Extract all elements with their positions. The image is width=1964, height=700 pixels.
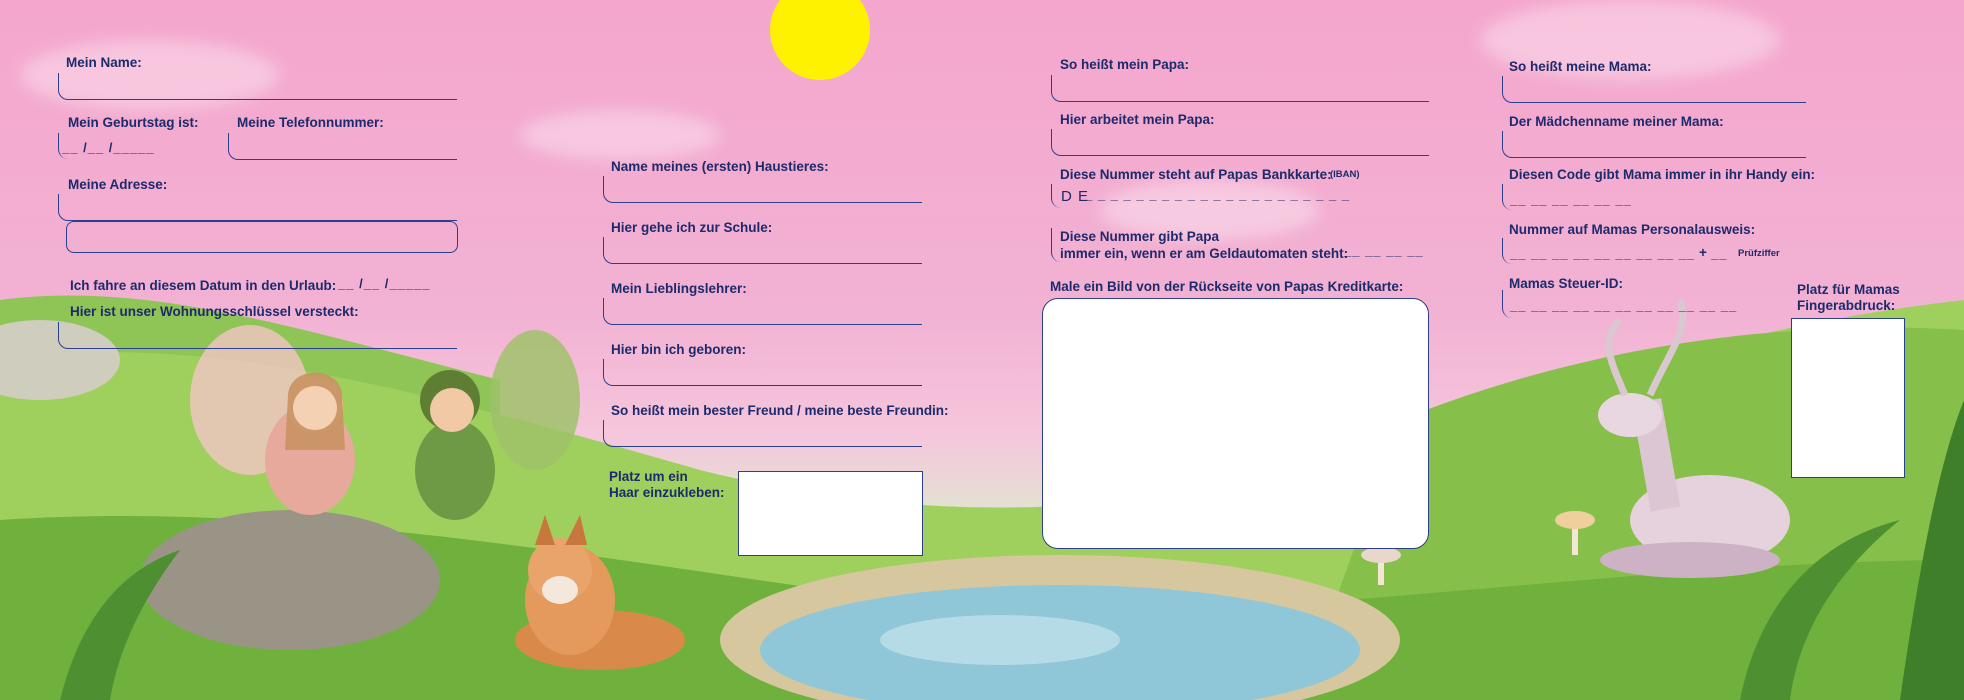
key-field[interactable] xyxy=(58,322,457,349)
fingerprint-label-line-1: Platz für Mamas xyxy=(1797,282,1900,297)
check-label: Prüfziffer xyxy=(1738,248,1780,259)
iban-tag: (IBAN) xyxy=(1330,169,1360,180)
pin-field-bracket xyxy=(1051,228,1064,262)
phone-label: Meine Telefonnummer: xyxy=(237,115,384,130)
birthday-slots: __ /__ /_____ xyxy=(62,140,155,155)
friend-field[interactable] xyxy=(603,420,922,447)
mama-name-field[interactable] xyxy=(1502,76,1806,103)
pin-label-line-1: Diese Nummer gibt Papa xyxy=(1060,229,1220,244)
hair-box[interactable] xyxy=(738,471,923,556)
iban-slots: _ _ _ _ _ _ _ _ _ _ _ _ _ _ _ _ _ _ _ _ _ xyxy=(1085,187,1351,202)
friend-label: So heißt mein bester Freund / meine beste Freundin: xyxy=(611,403,949,418)
birthplace-field[interactable] xyxy=(603,359,922,386)
papa-work-label: Hier arbeitet mein Papa: xyxy=(1060,112,1215,127)
id-slots: __ __ __ __ __ __ __ __ __ xyxy=(1510,246,1696,261)
school-field[interactable] xyxy=(603,237,922,264)
check-slot[interactable]: __ xyxy=(1711,246,1728,261)
key-label: Hier ist unser Wohnungsschlüssel versteckt: xyxy=(70,304,359,319)
school-label: Hier gehe ich zur Schule: xyxy=(611,220,773,235)
maiden-field[interactable] xyxy=(1502,131,1806,158)
id-plus: + xyxy=(1699,245,1707,260)
birthplace-label: Hier bin ich geboren: xyxy=(611,342,747,357)
maiden-label: Der Mädchenname meiner Mama: xyxy=(1509,114,1724,129)
sun-icon xyxy=(770,0,870,80)
hair-label-line-1: Platz um ein xyxy=(609,469,688,484)
id-label: Nummer auf Mamas Personalausweis: xyxy=(1509,222,1756,237)
mama-name-label: So heißt meine Mama: xyxy=(1509,59,1652,74)
fingerprint-label-line-2: Fingerabdruck: xyxy=(1797,298,1896,313)
pet-label: Name meines (ersten) Haustieres: xyxy=(611,159,829,174)
hair-label-line-2: Haar einzukleben: xyxy=(609,485,725,500)
tax-slots: __ __ __ __ __ __ __ __ __ __ __ xyxy=(1510,298,1738,313)
bank-label: Diese Nummer steht auf Papas Bankkarte: xyxy=(1060,167,1332,182)
card-label: Male ein Bild von der Rückseite von Papas Kreditkarte: xyxy=(1050,279,1404,294)
pin-slots[interactable]: __ __ __ __ xyxy=(1344,243,1424,258)
code-label: Diesen Code gibt Mama immer in ihr Handy ein: xyxy=(1509,167,1816,182)
name-field[interactable] xyxy=(58,73,457,100)
teacher-field[interactable] xyxy=(603,298,922,325)
papa-name-field[interactable] xyxy=(1051,75,1429,102)
tax-label: Mamas Steuer-ID: xyxy=(1509,276,1624,291)
papa-work-field[interactable] xyxy=(1051,129,1429,156)
code-slots: __ __ __ __ __ __ xyxy=(1510,192,1632,207)
name-label: Mein Name: xyxy=(66,55,142,70)
phone-field[interactable] xyxy=(228,133,457,160)
address-field-line-2[interactable] xyxy=(66,221,458,253)
address-field-line-1[interactable] xyxy=(58,194,457,221)
vacation-slots[interactable]: __ /__ /_____ xyxy=(338,276,431,291)
pet-field[interactable] xyxy=(603,176,922,203)
birthday-label: Mein Geburtstag ist: xyxy=(68,115,199,130)
teacher-label: Mein Lieblingslehrer: xyxy=(611,281,747,296)
papa-name-label: So heißt mein Papa: xyxy=(1060,57,1190,72)
pin-label-line-2: immer ein, wenn er am Geldautomaten steht: xyxy=(1060,246,1349,261)
card-drawing-box[interactable] xyxy=(1042,298,1429,549)
fingerprint-box[interactable] xyxy=(1791,318,1905,478)
vacation-label: Ich fahre an diesem Datum in den Urlaub: xyxy=(70,278,337,293)
address-label: Meine Adresse: xyxy=(68,177,168,192)
iban-prefix: D E xyxy=(1061,188,1090,205)
